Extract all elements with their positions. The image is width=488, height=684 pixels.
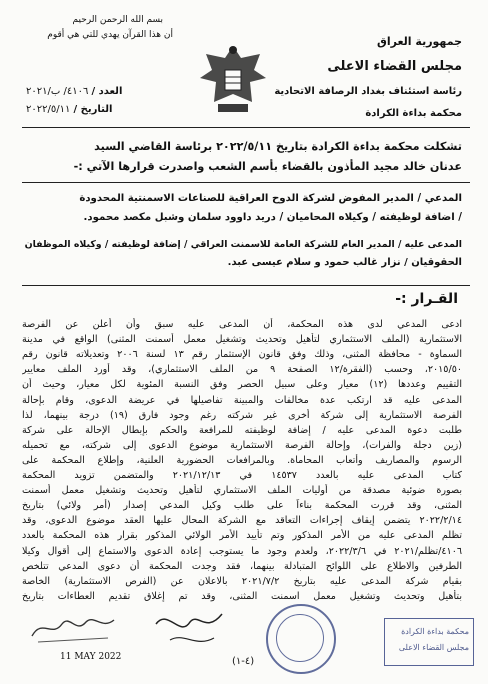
- defendant-line-1: المدعى عليه / المدير العام للشركة العامة للاسمنت العراقي / إضافة لوظيفته / وكيلاه الموظفان: [24, 239, 462, 250]
- intro-divider: [22, 182, 470, 183]
- verse: أن هذا القرآن يهدي للتي هي أقوم: [47, 30, 173, 40]
- defendant-line-2: الحقوقيان / نزار غالب حمود و سلام عيسى عبد.: [227, 257, 462, 268]
- parties-divider: [22, 285, 470, 286]
- judge-signature-icon: [150, 604, 230, 654]
- decision-body-line: الاستثمارية (الملف الاستثماري لتأهيل وتحديث وتشغيل معمل أسمنت المثنى) الواقع في مدينة: [22, 334, 462, 346]
- decision-body-line: الفرصة الاستثمارية إلى شركة أخرى غير شركته رغم وجود فارق (١٩) درجة بينهما، لذا: [22, 409, 462, 421]
- decision-body-line: المدعى عليه قد ارتكب عدة مخالفات والمبينة تفاصيلها في عريضة الدعوى، وقام بإحالة: [22, 394, 462, 406]
- decision-body-line: ٤١٠٦/تظلم/٢٠٢١ في ٢٠٢٢/٣/٦، ولعدم وجود ما يستوجب إعادة الدعوى والاستماع إلى أقوال وكيلا: [22, 545, 462, 557]
- case-number-row: [26, 86, 122, 97]
- decision-body-line: بقيام شركة المدعى عليه بتاريخ ٢٠٢١/٧/٢ بالاعلان عن (الفرص الاستثمارية) الخاصة: [22, 575, 462, 587]
- decision-title: القـرار :-: [395, 291, 458, 307]
- case-number-label: العدد /: [91, 86, 123, 97]
- stamp-line-1: محكمة بداءة الكرادة: [401, 627, 469, 636]
- country-name: جمهورية العراق: [377, 35, 462, 48]
- decision-body-line: طلبت دعوة المدعى عليه / إضافة لوظيفته للمرافعة والحكم بإبطال الإحالة على شركة: [22, 424, 462, 436]
- decision-body-line: بتأهيل وتحديث وتشغيل معمل اسمنت المثنى، وقد تم إغلاق تقديم العطاءات بتاريخ: [22, 590, 462, 602]
- decision-body-line: ادعى المدعي لدى هذه المحكمة، أن المدعى عليه سبق وأن أعلن عن الفرصة: [22, 319, 462, 330]
- basmala: بسم الله الرحمن الرحيم: [72, 15, 163, 25]
- decision-body-line: تظلم المدعى عليه من الأمر المذكور وتم تأييد الأمر الولائي المذكور بقرار هذه المحكمة بالعدد: [22, 530, 462, 542]
- plaintiff-line-1: المدعي / المدير المفوض لشركة الدوح العراقية للصناعات الاسمنتية المحدودة: [79, 193, 462, 204]
- intro-line-2: عدنان خالد مجيد المأذون بالقضاء بأسم الشعب واصدرت قرارها الآتي :-: [73, 160, 462, 173]
- iraq-eagle-emblem-icon: [196, 40, 270, 120]
- presidency-name: رئاسة استئناف بغداد الرصافة الاتحادية: [274, 86, 462, 97]
- decision-body-line: ٢٠١٥/٥٠، وحسب (الفقرة/١٢ الصفحة ٩ من الملف الاستثماري)، وقد أورد الملف معايير: [22, 364, 462, 376]
- case-number: ٤١٠٦/ ب/٢٠٢١: [26, 86, 89, 97]
- decision-body-line: ٢٠٢٢/٢/١٤ يتضمن إيقاف إجراءات التعاقد مع الشركة المحال عليها العقد موضوع الدعوى، وقد: [22, 515, 462, 527]
- decision-body-line: الرسوم والمصاريف وأتعاب المحاماة. وبالمرافعات الحضورية العلنية، وإطلاع المحكمة على: [22, 454, 462, 466]
- date-row: [26, 104, 112, 115]
- page-number: (٤-١): [232, 656, 255, 667]
- decision-body-line: المثنى، وقد قررت المحكمة بناءاً على طلب وكيل المدعي إصدار (أمر ولائي) بتاريخ: [22, 500, 462, 512]
- decision-body-line: (زين دجلة والفرات)، وإحالة الفرصة الاستثمارية موضوع الدعوى إلى شركته، مع تحميله: [22, 439, 462, 451]
- decision-body-line: بصورة ضوئية مصدقة من أوليات الملف الاستثماري لتأهيل وتحديث وتشغيل معمل أسمنت: [22, 485, 462, 497]
- decision-date: ٢٠٢٢/٥/١١: [26, 104, 71, 115]
- court-seal: [266, 604, 336, 674]
- council-name: مجلس القضاء الاعلى: [327, 59, 462, 74]
- court-name: محكمة بداءة الكرادة: [365, 108, 462, 119]
- decision-body-line: الطرفين والاطلاع على اللوائح المتبادلة بينهما، فقد وجدت المحكمة أن دعوى المدعي تتلخص: [22, 560, 462, 572]
- plaintiff-line-2: / اضافة لوظيفته / وكيلاه المحاميان / دريد داوود سلمان وشبل مكصد محمود.: [83, 212, 462, 223]
- decision-body-line: كتاب المدعى عليه بالعدد ١٤٥٣٧ في ٢٠٢١/١٢/١٣ والمتضمن تزويد المحكمة: [22, 470, 462, 481]
- stamp-line-2: مجلس القضاء الاعلى: [398, 643, 469, 652]
- intro-line-1: تشكلت محكمة بداءة الكرادة بتاريخ ٢٠٢٢/٥/١١ برئاسة القاضي السيد: [94, 140, 462, 153]
- left-signature-icon: [28, 608, 118, 648]
- received-stamp-date: 11 MAY 2022: [60, 652, 122, 662]
- date-label: التاريخ /: [73, 104, 113, 115]
- court-stamp-box: [384, 618, 474, 666]
- decision-body-line: السماوة - محافظة المثنى، وذلك وفق قانون الإستثمار رقم ١٣ لسنة ٢٠٠٦ وتعديلاته قانون رقم: [22, 349, 462, 361]
- decision-body-line: التقييم وعددها (١٢) معيار وعلى سبيل الحصر وفق النسبة المئوية لكل معيار، وحيث أن: [22, 379, 462, 391]
- court-seal-inner-ring: [276, 614, 324, 662]
- header-divider: [22, 127, 470, 128]
